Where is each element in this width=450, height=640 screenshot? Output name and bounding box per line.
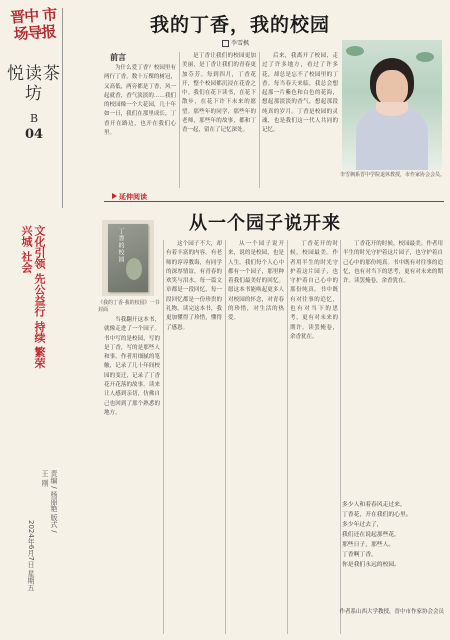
article-column-g: 丁香花开的时候，校园最美。作者用半生的时光守护着这片园子，也守护着自己心中的那份纯真。书中既有对往事的追忆，也有对当下的思考，更有对未来的期许。读罢掩卷，余香犹在。 (343, 241, 443, 285)
book-image (102, 220, 154, 296)
article-column-a: 是丁香让我们的校园更加美丽，是丁香让我们的青春更加芬芳。每到四月，丁香花开，整个校园都沉浸在花香之中。我们在花下读书，在花下散步，在花下许下未来的愿望。那些年的同学，那些年的老师，那些年的故事，都和丁香一起，留在了记忆深处。 (182, 53, 256, 134)
byline (222, 38, 249, 47)
leaf-decoration (346, 46, 364, 56)
poem-line: 你是我们永远的校园。 (342, 562, 400, 568)
column-divider (179, 52, 180, 188)
column-divider (225, 240, 226, 634)
sidebar-slogan: 文化引领 先公益行 持续 繁荣 兴城 社会 (20, 225, 46, 369)
poem-line: 丁香花，开在我们的心里。 (342, 512, 412, 518)
author-name: 李雪枫 (231, 40, 250, 47)
section-letter: B (29, 112, 39, 125)
author-signature: 作者系山西大学教授，晋中市作家协会会员 (339, 609, 444, 615)
article-column-d: 这个园子不大，却有着丰富的内容。有老师的谆谆教诲，有同学的深厚情谊，有青春的欢笑与泪水。每一篇文章都是一段回忆，每一段回忆都是一份珍贵的礼物。读完这本书，我更加懂得了珍惜，懂得了感恩。 (166, 241, 222, 331)
section-rule (104, 201, 444, 202)
column-title: 悦读茶坊 (7, 64, 61, 104)
masthead (6, 5, 62, 142)
poem-line: 丁香啊丁香， (342, 552, 377, 558)
column-divider (259, 52, 260, 188)
page-headline: 我的丁香，我的校园 (149, 14, 330, 36)
preface-title: 前言 (110, 52, 126, 62)
page-number: 04 (24, 127, 44, 142)
column-divider (340, 240, 341, 634)
book-caption: 《我的丁香·我的校园》一书封面 (98, 300, 160, 313)
poem-line: 多少人和着春风走过来， (342, 502, 406, 508)
newspaper-logo: 晋中 市场导报 (9, 5, 58, 44)
sidebar-divider (62, 8, 63, 208)
preface-text: 为什么爱丁香？校园里有两行丁香，数十万棵的树冠，又高低，两旁都是丁香，风一起就香，香气淡淡的……我们的校园像一个大花园，几十年如一日，我们在那里成长。丁香开在路边，也开在我们心里。 (104, 65, 176, 137)
column-divider (287, 240, 288, 634)
sub-headline: 从一个园子说开来 (189, 213, 341, 234)
photo-face (376, 70, 408, 106)
column-divider (163, 240, 164, 634)
issue-date: 2024年6月7日 星期五 (27, 520, 35, 591)
byline-box-icon (222, 40, 229, 47)
extended-reading-label: 延伸阅读 (112, 192, 147, 202)
poem (342, 500, 442, 570)
poem-line: 那些日子，那些人。 (342, 542, 395, 548)
article-column-c: 当我翻开这本书，就像走进了一个园子。书中写的是校园，写的是丁香，写的是那些人和事。作者用细腻的笔触，记录了几十年间校园的变迁，记录了丁香花开花落的故事。读来让人感到亲切，仿佛自己也回到了那个熟悉的地方。 (104, 317, 160, 416)
leaf-decoration (416, 52, 434, 62)
poem-line: 多少年过去了， (342, 522, 383, 528)
poem-line: 我们还在说起那些花， (342, 532, 400, 538)
article-column-b: 后来，我离开了校园，走过了许多地方，看过了许多花，却总是忘不了校园里的丁香。每当春天来临，我总会想起那一片紫色和白色的花海，想起那淡淡的香气，想起那段纯真的岁月。丁香是校园的灵魂，也是我们这一代人共同的记忆。 (262, 53, 338, 134)
editor-credit: 责编 / 杨丽艳 版式 / 王 刚 (41, 470, 58, 533)
book-cover (108, 224, 148, 292)
photo-scarf (376, 102, 408, 116)
article-column-f: 丁香花开的时候，校园最美。作者用半生的时光守护着这片园子，也守护着自己心中的那份纯真。书中既有对往事的追忆，也有对当下的思考，更有对未来的期许。读罢掩卷，余香犹在。 (290, 241, 338, 340)
author-photo (342, 40, 442, 170)
lilac-flower-icon (126, 258, 142, 280)
triangle-icon (112, 193, 117, 199)
article-column-e: 从一个园子说开来，说的是校园，也是人生。我们每个人心中都有一个园子，那里种着我们最美好的回忆。愿这本书能唤起更多人对校园的怀念，对青春的珍惜，对生活的热爱。 (228, 241, 284, 322)
book-title: 丁香的校园 (117, 228, 124, 263)
photo-caption: 李雪枫系晋中学院退休教授，市作家协会会员。 (340, 172, 446, 178)
